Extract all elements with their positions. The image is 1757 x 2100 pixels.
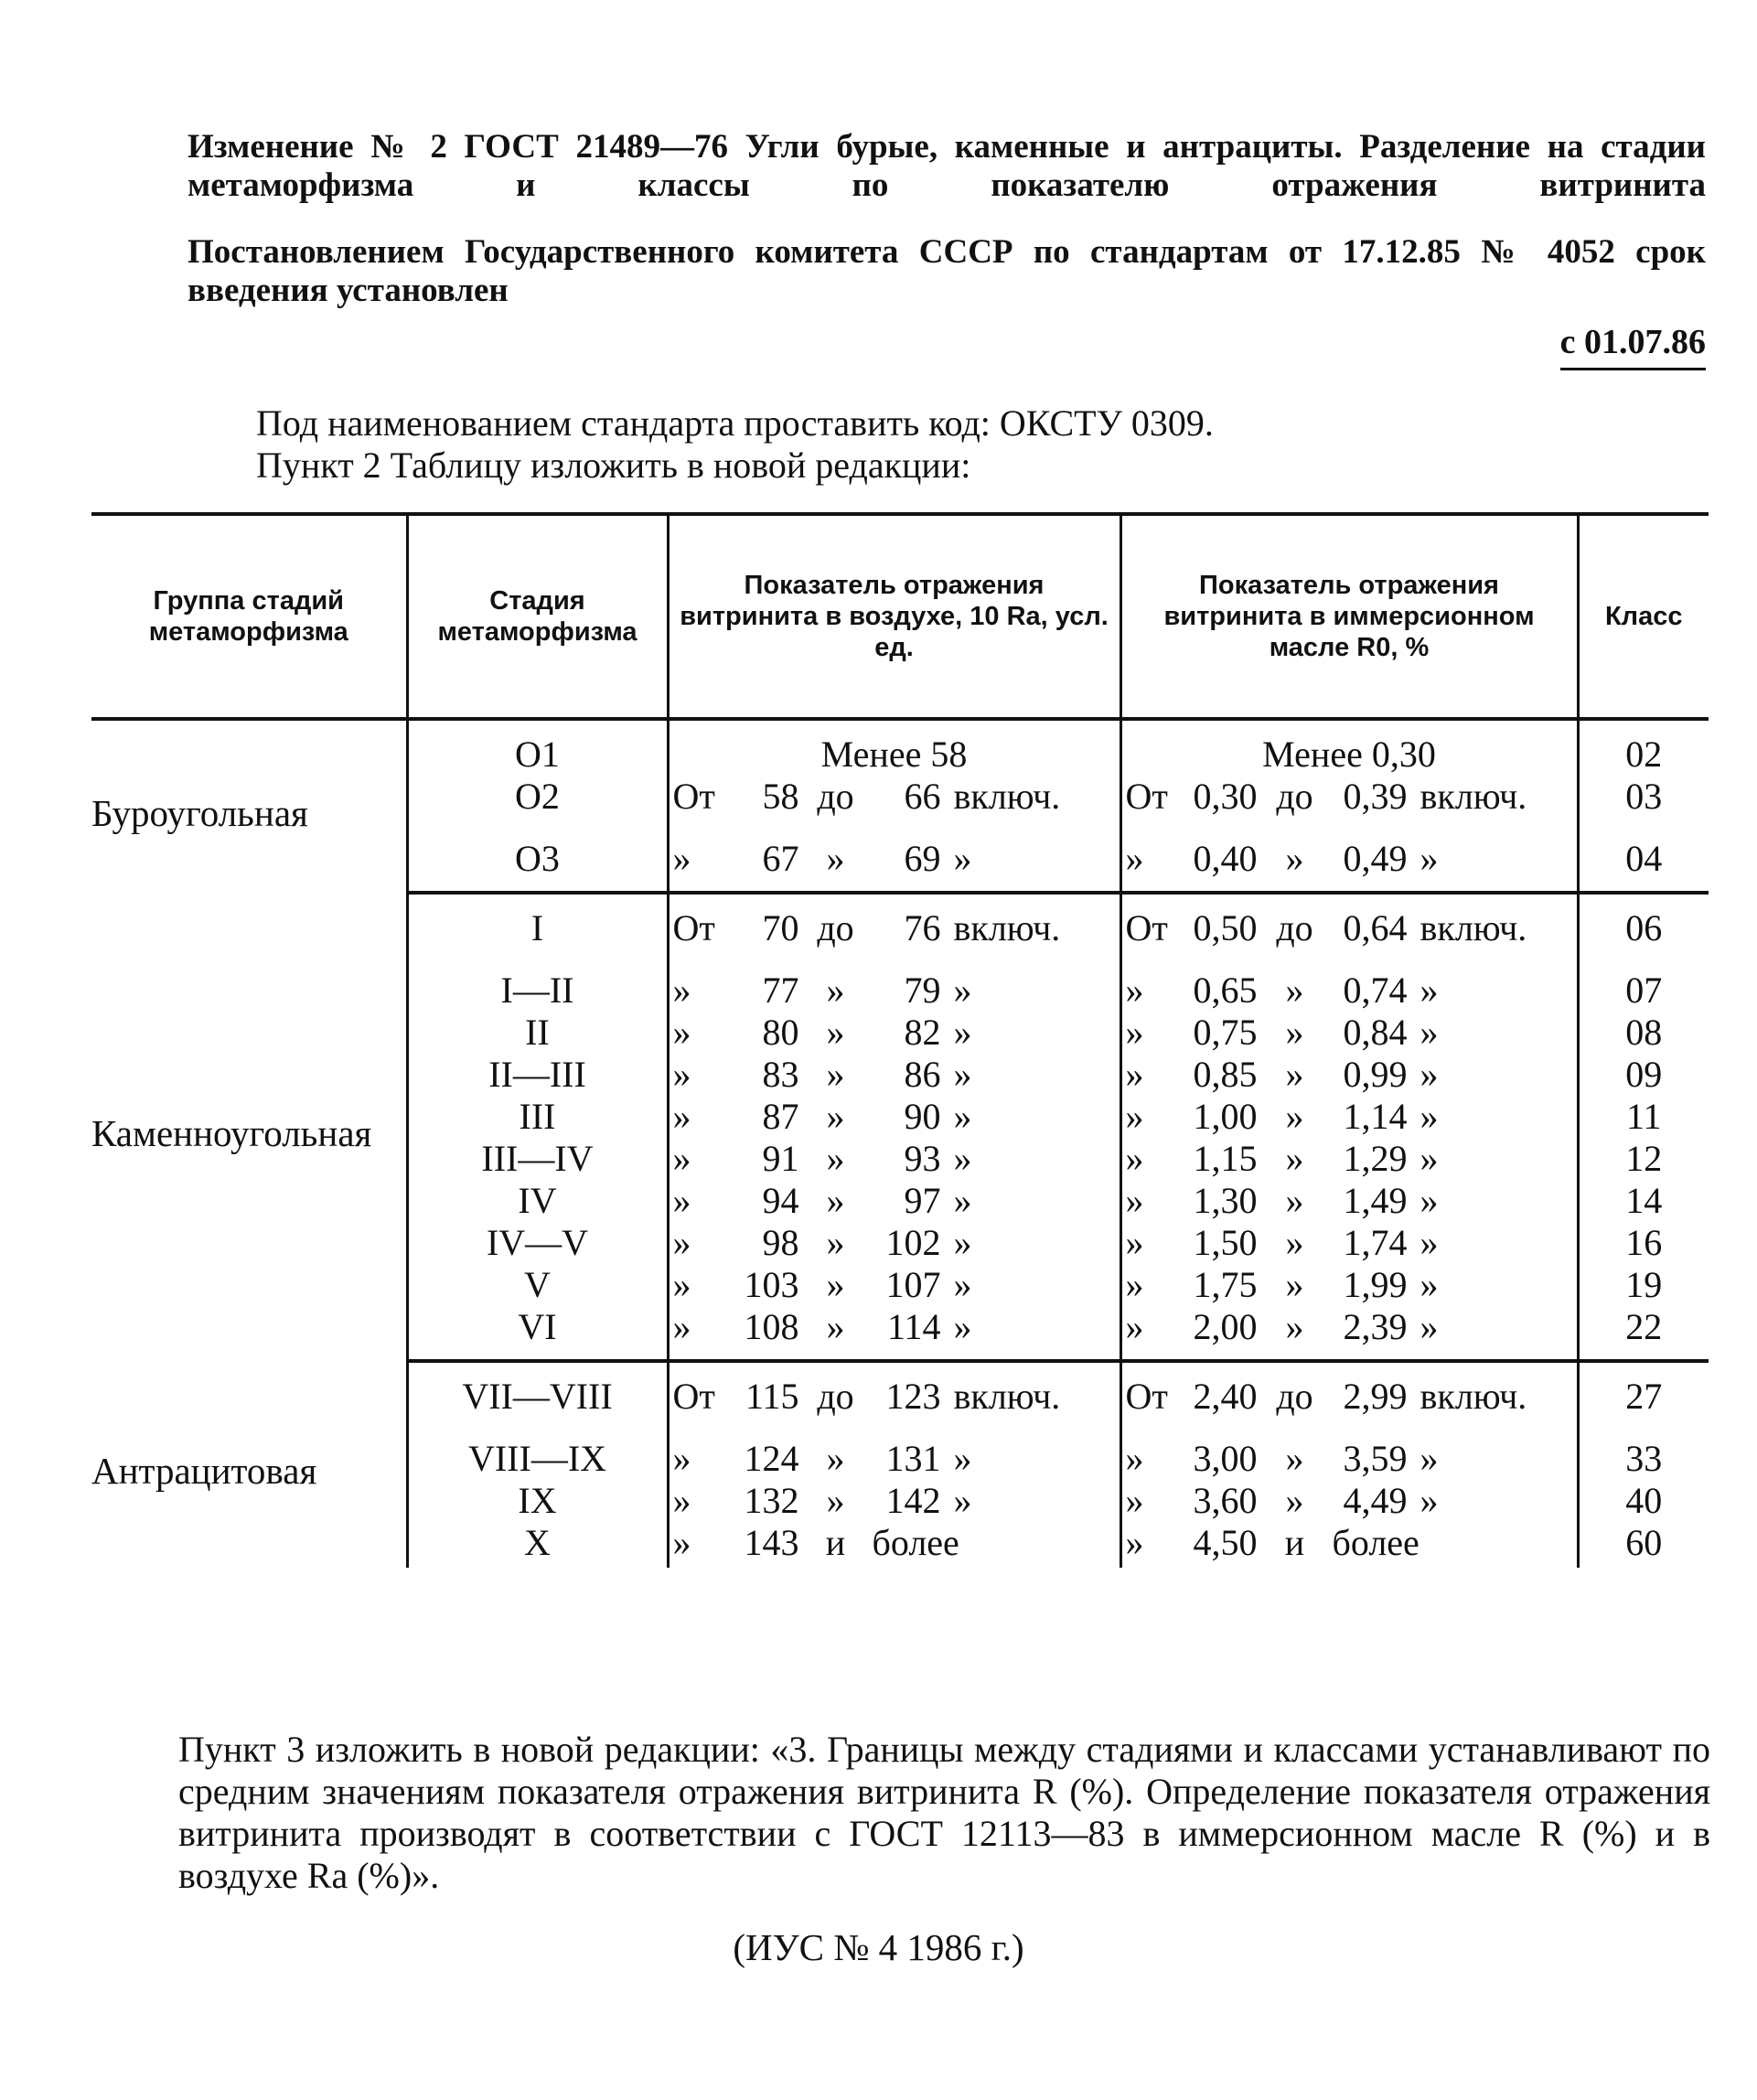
oil-max: 0,84 <box>1343 1012 1408 1053</box>
air-cell <box>668 1054 1120 1096</box>
class-cell: 03 <box>1578 776 1709 818</box>
oil-max: 1,74 <box>1343 1222 1408 1263</box>
class-cell: 12 <box>1578 1138 1709 1180</box>
oil-cell <box>1120 1222 1578 1264</box>
decree-text: Постановлением Государственного комитета СССР по стандартам от 17.12.85 № 4052 срок введения установлен <box>187 233 1706 309</box>
class-cell: 07 <box>1578 949 1709 1012</box>
oil-to: » <box>1285 970 1304 1011</box>
oil-to: » <box>1285 1222 1304 1263</box>
header-class: Класс <box>1578 514 1709 719</box>
oil-tail: включ. <box>1420 776 1527 817</box>
oil-tail: включ. <box>1420 1376 1527 1417</box>
oil-min: 3,00 <box>1193 1438 1258 1479</box>
oil-max: 2,39 <box>1343 1306 1408 1347</box>
air-to: » <box>826 970 845 1011</box>
air-to: » <box>826 1054 845 1095</box>
oil-cell <box>1120 949 1578 1012</box>
oil-to: » <box>1285 838 1304 879</box>
oil-max: 2,99 <box>1343 1376 1408 1417</box>
oil-from: » <box>1125 1180 1144 1221</box>
air-cell <box>668 1480 1120 1522</box>
air-cell <box>668 1264 1120 1306</box>
air-min: 108 <box>744 1306 799 1347</box>
air-tail: » <box>953 1012 972 1053</box>
oil-max: 0,74 <box>1343 970 1408 1011</box>
oil-min: 0,30 <box>1193 776 1258 817</box>
stage-cell: O2 <box>407 776 668 818</box>
intro-line-okstu: Под наименованием стандарта проставить код: ОКСТУ 0309. <box>256 402 1214 444</box>
oil-min: 0,40 <box>1193 838 1258 879</box>
air-min: 80 <box>762 1012 799 1053</box>
oil-to: » <box>1285 1180 1304 1221</box>
stage-cell: IV <box>407 1180 668 1222</box>
stage-cell: II—III <box>407 1054 668 1096</box>
air-from: » <box>672 1138 691 1179</box>
class-cell: 22 <box>1578 1306 1709 1361</box>
oil-from: От <box>1125 776 1168 817</box>
air-min: 87 <box>762 1096 799 1137</box>
air-tail: » <box>953 1180 972 1221</box>
air-max: 123 <box>885 1376 941 1417</box>
oil-tail: » <box>1420 1480 1439 1521</box>
air-min: 143 <box>744 1522 799 1563</box>
air-to: » <box>826 1480 845 1521</box>
group-brown: Буроугольная <box>91 792 308 834</box>
class-cell: 14 <box>1578 1180 1709 1222</box>
metamorphism-table <box>91 512 1709 1568</box>
oil-to: » <box>1285 1054 1304 1095</box>
oil-cell <box>1120 1264 1578 1306</box>
oil-to: » <box>1285 1306 1304 1347</box>
oil-cell <box>1120 1480 1578 1522</box>
air-max: 76 <box>904 907 941 948</box>
oil-tail: » <box>1420 1096 1439 1137</box>
oil-from: » <box>1125 1438 1144 1479</box>
air-cell <box>668 949 1120 1012</box>
oil-min: 0,75 <box>1193 1012 1258 1053</box>
stage-cell: VI <box>407 1306 668 1361</box>
class-cell: 19 <box>1578 1264 1709 1306</box>
oil-cell <box>1120 1306 1578 1361</box>
air-tail: » <box>953 1480 972 1521</box>
oil-max: 3,59 <box>1343 1438 1408 1479</box>
oil-tail: » <box>1420 1264 1439 1305</box>
oil-tail: » <box>1420 1012 1439 1053</box>
class-cell: 04 <box>1578 818 1709 893</box>
table-row <box>91 1361 1709 1418</box>
stage-cell: VII—VIII <box>407 1361 668 1418</box>
oil-from: От <box>1125 1376 1168 1417</box>
oil-cell <box>1120 818 1578 893</box>
oil-cell <box>1120 1054 1578 1096</box>
source-reference: (ИУС № 4 1986 г.) <box>733 1926 1024 1968</box>
oil-cell <box>1120 776 1578 818</box>
stage-cell: III—IV <box>407 1138 668 1180</box>
oil-min: 1,30 <box>1193 1180 1258 1221</box>
air-cell <box>668 776 1120 818</box>
air-to: » <box>826 1012 845 1053</box>
air-cell <box>668 1418 1120 1480</box>
air-cell <box>668 893 1120 949</box>
air-min: 77 <box>762 970 799 1011</box>
oil-from: » <box>1125 1222 1144 1263</box>
oil-max: 0,99 <box>1343 1054 1408 1095</box>
class-cell: 06 <box>1578 893 1709 949</box>
header-oil: Показатель отражения витринита в иммерсионном масле R0, % <box>1120 514 1578 719</box>
oil-from: » <box>1125 1054 1144 1095</box>
class-cell: 16 <box>1578 1222 1709 1264</box>
stage-cell: II <box>407 1012 668 1054</box>
air-max: более <box>872 1522 959 1563</box>
stage-cell: IV—V <box>407 1222 668 1264</box>
air-to: до <box>817 907 854 948</box>
oil-tail: » <box>1420 1054 1439 1095</box>
oil-cell <box>1120 1418 1578 1480</box>
air-max: 79 <box>904 970 941 1011</box>
air-min: 83 <box>762 1054 799 1095</box>
oil-tail: » <box>1420 1138 1439 1179</box>
air-min: 132 <box>744 1480 799 1521</box>
oil-tail: » <box>1420 838 1439 879</box>
air-tail: » <box>953 1306 972 1347</box>
air-max: 102 <box>885 1222 941 1263</box>
air-min: 67 <box>762 838 799 879</box>
oil-from: От <box>1125 907 1168 948</box>
stage-cell: I—II <box>407 949 668 1012</box>
air-tail: » <box>953 1138 972 1179</box>
oil-to: до <box>1276 1376 1313 1417</box>
air-max: 97 <box>904 1180 941 1221</box>
intro-text <box>256 402 1214 487</box>
oil-tail: » <box>1420 1438 1439 1479</box>
table-row <box>91 893 1709 949</box>
oil-from: » <box>1125 1522 1144 1563</box>
group-anthracite: Антрацитовая <box>91 1450 317 1492</box>
oil-max: 4,49 <box>1343 1480 1408 1521</box>
oil-tail: » <box>1420 970 1439 1011</box>
table-header-row <box>91 514 1709 719</box>
air-max: 82 <box>904 1012 941 1053</box>
oil-min: 0,85 <box>1193 1054 1258 1095</box>
oil-min: 1,15 <box>1193 1138 1258 1179</box>
class-cell: 11 <box>1578 1096 1709 1138</box>
class-cell: 09 <box>1578 1054 1709 1096</box>
oil-from: » <box>1125 1138 1144 1179</box>
air-cell <box>668 1096 1120 1138</box>
oil-min: 0,50 <box>1193 907 1258 948</box>
air-from: » <box>672 1480 691 1521</box>
air-cell: Менее 58 <box>668 719 1120 776</box>
air-max: 93 <box>904 1138 941 1179</box>
air-tail: » <box>953 1264 972 1305</box>
air-cell <box>668 1522 1120 1568</box>
air-min: 58 <box>762 776 799 817</box>
oil-tail: » <box>1420 1306 1439 1347</box>
point-3-paragraph: Пункт 3 изложить в новой редакции: «3. Границы между стадиями и классами устанавливают по средним значениям показателя отражения витринита R (%). Определение показателя отражения витринита производят в соответствии с ГОСТ 12113—83 в иммерсионном масле R (%) и в воздухе Ra (%)». <box>178 1729 1710 1896</box>
air-cell <box>668 1012 1120 1054</box>
air-max: 69 <box>904 838 941 879</box>
air-tail: » <box>953 1054 972 1095</box>
air-tail: » <box>953 1222 972 1263</box>
oil-max: 1,99 <box>1343 1264 1408 1305</box>
change-title: Изменение № 2 ГОСТ 21489—76 Угли бурые, каменные и антрациты. Разделение на стадии метаморфизма и классы по показателю отражения витринита <box>187 128 1706 204</box>
air-from: От <box>672 1376 715 1417</box>
air-max: 90 <box>904 1096 941 1137</box>
air-from: От <box>672 907 715 948</box>
air-min: 103 <box>744 1264 799 1305</box>
intro-line-table: Пункт 2 Таблицу изложить в новой редакции: <box>256 445 971 486</box>
air-max: 131 <box>885 1438 941 1479</box>
oil-max: 1,29 <box>1343 1138 1408 1179</box>
oil-tail: включ. <box>1420 907 1527 948</box>
air-to: » <box>826 838 845 879</box>
oil-cell <box>1120 1138 1578 1180</box>
air-cell <box>668 1306 1120 1361</box>
air-to: » <box>826 1222 845 1263</box>
stage-cell: III <box>407 1096 668 1138</box>
oil-cell <box>1120 1096 1578 1138</box>
table-row <box>91 719 1709 776</box>
air-max: 114 <box>886 1306 941 1347</box>
air-to: » <box>826 1180 845 1221</box>
air-min: 91 <box>762 1138 799 1179</box>
air-min: 70 <box>762 907 799 948</box>
air-from: » <box>672 970 691 1011</box>
oil-from: » <box>1125 838 1144 879</box>
air-tail: » <box>953 1438 972 1479</box>
oil-from: » <box>1125 1480 1144 1521</box>
oil-to: » <box>1285 1480 1304 1521</box>
effective-date: с 01.07.86 <box>1560 322 1706 370</box>
oil-to: » <box>1285 1264 1304 1305</box>
air-tail: » <box>953 838 972 879</box>
oil-from: » <box>1125 1012 1144 1053</box>
air-max: 107 <box>885 1264 941 1305</box>
air-to: » <box>826 1306 845 1347</box>
air-max: 86 <box>904 1054 941 1095</box>
air-tail: » <box>953 1096 972 1137</box>
air-max: 66 <box>904 776 941 817</box>
class-cell: 60 <box>1578 1522 1709 1568</box>
air-from: » <box>672 1012 691 1053</box>
air-to: » <box>826 1138 845 1179</box>
class-cell: 27 <box>1578 1361 1709 1418</box>
air-min: 94 <box>762 1180 799 1221</box>
oil-cell <box>1120 1012 1578 1054</box>
oil-max: более <box>1332 1522 1420 1563</box>
class-cell: 33 <box>1578 1418 1709 1480</box>
air-tail: » <box>953 970 972 1011</box>
oil-to: до <box>1276 907 1313 948</box>
air-cell <box>668 1222 1120 1264</box>
header-air: Показатель отражения витринита в воздухе, 10 Ra, усл. ед. <box>668 514 1120 719</box>
air-from: » <box>672 1264 691 1305</box>
oil-from: » <box>1125 1306 1144 1347</box>
stage-cell: X <box>407 1522 668 1568</box>
header-stage: Стадия метаморфизма <box>407 514 668 719</box>
stage-cell: V <box>407 1264 668 1306</box>
stage-cell: IX <box>407 1480 668 1522</box>
air-cell <box>668 1138 1120 1180</box>
air-from: » <box>672 1522 691 1563</box>
oil-from: » <box>1125 970 1144 1011</box>
air-from: » <box>672 1096 691 1137</box>
stage-cell: I <box>407 893 668 949</box>
stage-cell: O1 <box>407 719 668 776</box>
oil-tail: » <box>1420 1180 1439 1221</box>
oil-max: 1,49 <box>1343 1180 1408 1221</box>
air-to: » <box>826 1096 845 1137</box>
oil-to: » <box>1285 1138 1304 1179</box>
oil-min: 2,00 <box>1193 1306 1258 1347</box>
air-tail: включ. <box>953 907 1061 948</box>
air-min: 124 <box>744 1438 799 1479</box>
air-cell <box>668 1361 1120 1418</box>
oil-cell <box>1120 1361 1578 1418</box>
stage-cell: VIII—IX <box>407 1418 668 1480</box>
oil-max: 0,64 <box>1343 907 1408 948</box>
oil-min: 0,65 <box>1193 970 1258 1011</box>
oil-to: » <box>1285 1438 1304 1479</box>
air-from: » <box>672 1438 691 1479</box>
air-max: 142 <box>885 1480 941 1521</box>
class-cell: 08 <box>1578 1012 1709 1054</box>
group-coal: Каменноугольная <box>91 1112 372 1154</box>
oil-cell: Менее 0,30 <box>1120 719 1578 776</box>
air-tail: включ. <box>953 1376 1061 1417</box>
air-to: » <box>826 1264 845 1305</box>
air-from: » <box>672 1054 691 1095</box>
oil-cell <box>1120 1180 1578 1222</box>
air-min: 115 <box>745 1376 799 1417</box>
air-tail: включ. <box>953 776 1061 817</box>
air-from: » <box>672 1306 691 1347</box>
air-cell <box>668 818 1120 893</box>
oil-from: » <box>1125 1264 1144 1305</box>
oil-min: 4,50 <box>1193 1522 1258 1563</box>
stage-cell: O3 <box>407 818 668 893</box>
oil-to: до <box>1276 776 1313 817</box>
oil-from: » <box>1125 1096 1144 1137</box>
oil-to: » <box>1285 1012 1304 1053</box>
oil-max: 0,39 <box>1343 776 1408 817</box>
oil-min: 2,40 <box>1193 1376 1258 1417</box>
oil-max: 1,14 <box>1343 1096 1408 1137</box>
header-group: Группа стадий метаморфизма <box>91 514 407 719</box>
air-to: » <box>826 1438 845 1479</box>
air-from: » <box>672 838 691 879</box>
air-from: От <box>672 776 715 817</box>
air-to: и <box>825 1522 846 1563</box>
oil-min: 3,60 <box>1193 1480 1258 1521</box>
oil-min: 1,50 <box>1193 1222 1258 1263</box>
oil-cell <box>1120 893 1578 949</box>
class-cell: 40 <box>1578 1480 1709 1522</box>
air-from: » <box>672 1180 691 1221</box>
oil-to: » <box>1285 1096 1304 1137</box>
air-cell <box>668 1180 1120 1222</box>
air-to: до <box>817 1376 854 1417</box>
oil-min: 1,00 <box>1193 1096 1258 1137</box>
air-to: до <box>817 776 854 817</box>
air-from: » <box>672 1222 691 1263</box>
class-cell: 02 <box>1578 719 1709 776</box>
oil-to: и <box>1284 1522 1305 1563</box>
oil-cell <box>1120 1522 1578 1568</box>
oil-min: 1,75 <box>1193 1264 1258 1305</box>
air-min: 98 <box>762 1222 799 1263</box>
oil-tail: » <box>1420 1222 1439 1263</box>
oil-max: 0,49 <box>1343 838 1408 879</box>
